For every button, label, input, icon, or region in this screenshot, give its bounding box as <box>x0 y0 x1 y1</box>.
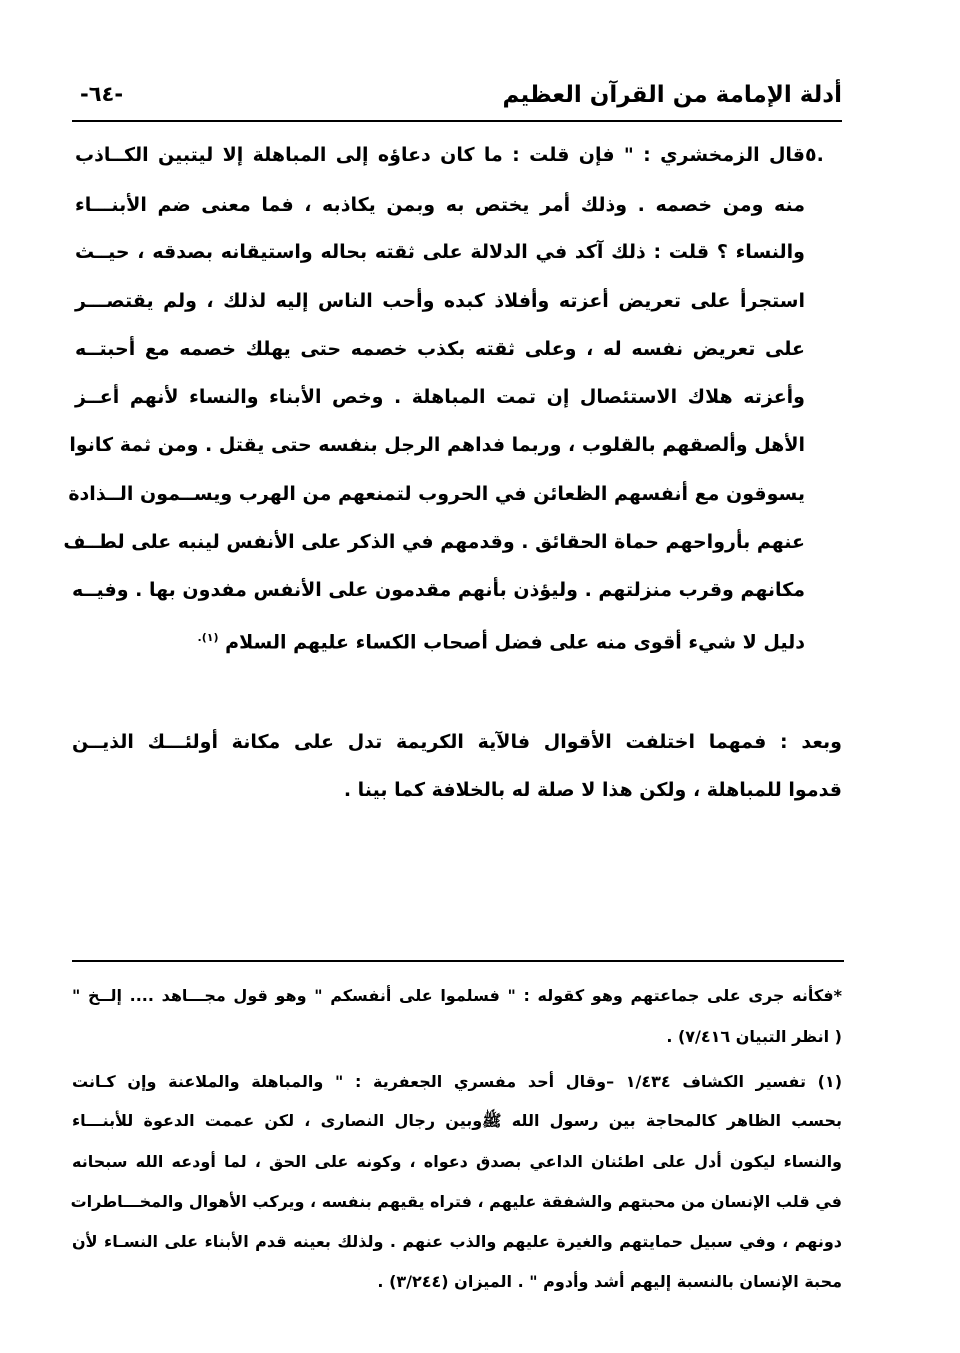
body-line-8: يسوقون مع أنفسهم الظعائن في الحروب لتمنعهم من الهرب ويســمون الــذادة <box>68 483 805 505</box>
body-line-2: منه ومن خصمه . وذلك أمر يختص به وبمن يكاذبه ، فما معنى ضم الأبنـــاء <box>75 194 805 216</box>
paragraph-2-line-2: قدموا للمباهلة ، ولكن هذا لا صلة له بالخلافة كما بينا . <box>343 779 842 801</box>
footnote-marker: (١). <box>197 631 219 644</box>
body-line-5: على تعريض نفسه له ، وعلى ثقته بكذب خصمه حتى يهلك خصمه مع أحبتــه <box>75 338 805 360</box>
running-title: أدلة الإمامة من القرآن العظيم <box>502 82 842 108</box>
footnote-1-line-1: (١) تفسير الكشاف ١/٤٣٤ –وقال أحد مفسري الجعفرية : " والمباهلة والملاعنة وإن كـانت <box>72 1072 842 1091</box>
body-line-11 <box>75 626 805 654</box>
footnote-1-line-5: دونهم ، وفي سبيل حمايتهم والغيرة عليهم والذب عنهم . ولذلك بعينه قدم الأبناء على النسـاء لأن <box>72 1232 842 1251</box>
body-line-9: عنهم بأرواحهم حماة الحقائق . وقدمهم في الذكر على الأنفس لينبه على لطــف <box>63 531 805 553</box>
footnote-1-line-6: محبة الإنسان بالنسبة إليهم أشد وأدوم " . الميزان (٣/٢٤٤) . <box>377 1272 842 1291</box>
body-line-7: الأهل وألصقهم بالقلوب ، وربما فداهم الرجل بنفسه حتى يقتل . ومن ثمة كانوا <box>69 434 805 456</box>
body-line-6: وأعزته هلاك الاستئصال إن تمت المباهلة . وخص الأبناء والنساء لأنهم أعــز <box>75 386 805 408</box>
footnote-1-line-4: في قلب الإنسان من محبتهم والشفقة عليهم ، فتراه يقيهم بنفسه ، ويركب الأهوال والمخـــاطرات <box>70 1192 842 1211</box>
page-header <box>72 78 842 122</box>
body-line-4: استجرأ على تعريض أعزته وأفلاذ كبده وأحب الناس إليه لذلك ، ولم يقتصـــر <box>75 290 805 312</box>
item-number: ٥. <box>805 144 824 166</box>
body-line-10: مكانهم وقرب منزلتهم . وليؤذن بأنهم مقدمون على الأنفس مفدون بها . وفيــه <box>72 579 805 601</box>
body-line-3: والنساء ؟ قلت : ذلك آكد في الدلالة على ثقته بحاله واستيقانه بصدقه ، حيــث <box>75 241 805 263</box>
paragraph-2-line-1: وبعد : فمهما اختلفت الأقوال فالآية الكريمة تدل على مكانة أولئـــك الذيــن <box>72 731 842 753</box>
footnote-star-line-2: ( انظر التبيان ٧/٤١٦) . <box>666 1027 842 1046</box>
footnote-1-line-3: والنساء ليكون أدل على اطئنان الداعي بصدق دعواه ، وكونه على الحق ، لما أودعه الله سبحانه <box>72 1152 842 1171</box>
body-line-11-text: دليل لا شيء أقوى منه على فضل أصحاب الكساء عليهم السلام <box>225 631 805 654</box>
footnote-separator <box>72 960 844 962</box>
page-number: -٦٤- <box>80 82 124 106</box>
footnote-star-line-1: *فكأنه جرى على جماعتهم وهو كقوله : " فسلموا على أنفسكم " وهو قول مجـــاهد .... إلــخ " <box>72 986 842 1005</box>
body-line-1: قال الزمخشري : " فإن قلت : ما كان دعاؤه إلى المباهلة إلا ليتبين الكــاذب <box>75 144 805 166</box>
footnote-1-line-2: بحسب الظاهر كالمحاجة بين رسول الله ﷺوبين رجال النصارى ، لكن عممت الدعوة للأبنـــاء <box>72 1111 842 1130</box>
